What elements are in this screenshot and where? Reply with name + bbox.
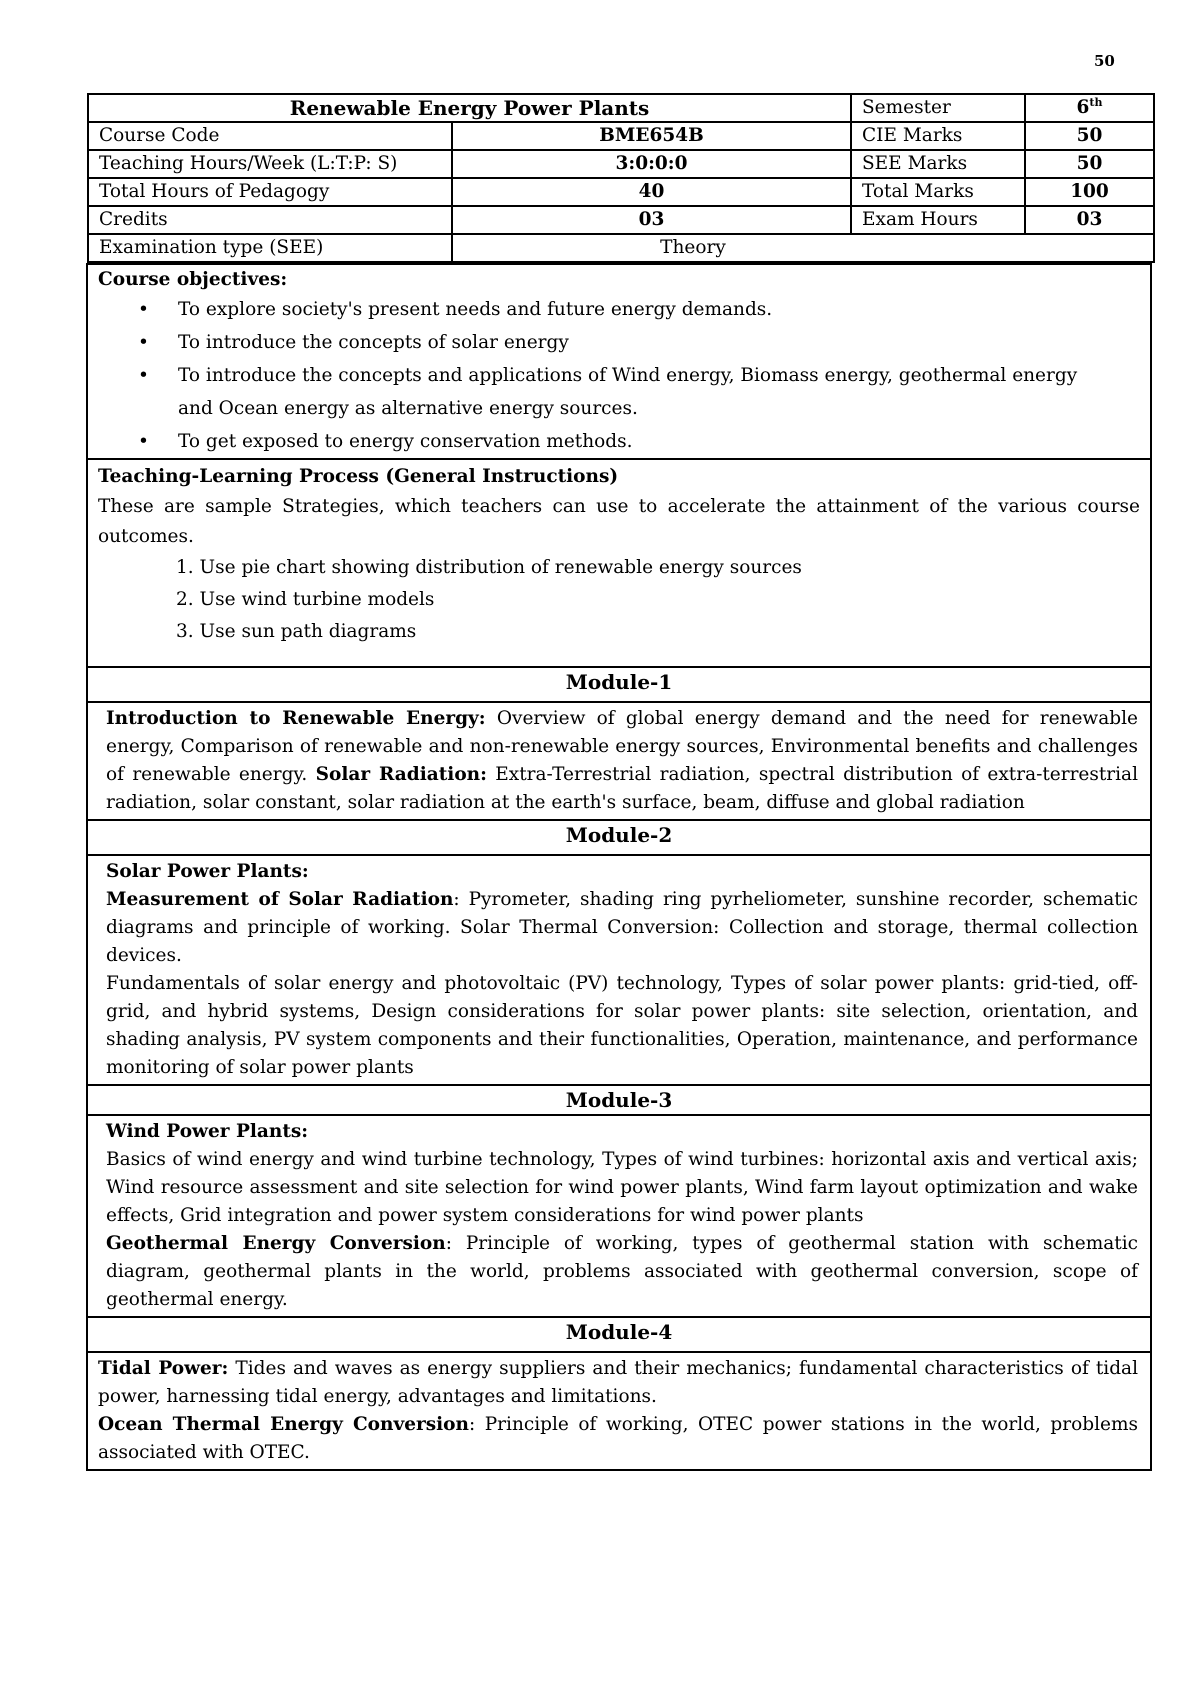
list-item: 1. Use pie chart showing distribution of renewable energy sources [176,557,802,578]
list-item: • To explore society's present needs and future energy demands. [178,293,1140,326]
module-4-title: Module-4 [87,1317,1151,1352]
teaching-intro: These are sample Strategies, which teachers can use to accelerate the attainment of the various course outcomes. [98,496,1140,547]
info-row: Credits 03 Exam Hours 03 [88,206,1154,234]
module-1-body: Introduction to Renewable Energy: Overview of global energy demand and the need for renewable energy, Comparison of renewable and non-renewable energy sources, Environmental benefits and challenges of renewable energy. Solar Radiation: Extra-Terrestrial radiation, spectral distribution of extra-terrestrial radiation, solar constant, solar radiation at the earth's surface, beam, diffuse and global radiation [87,702,1151,820]
teaching-learning-process [87,459,1151,667]
exam-type-row: Examination type (SEE) Theory [88,234,1154,262]
module-1-title: Module-1 [87,667,1151,702]
module-3-title: Module-3 [87,1085,1151,1115]
course-code: BME654B [452,122,851,150]
module-2-body: Solar Power Plants: Measurement of Solar Radiation: Pyrometer, shading ring pyrheliometer, sunshine recorder, schematic diagrams and principle of working. Solar Thermal Conversion: Collection and storage, thermal collection devices. Fundamentals of solar energy and photovoltaic (PV) technology, Types of solar power plants: grid-tied, off-grid, and hybrid systems, Design considerations for solar power plants: site selection, orientation, and shading analysis, PV system components and their functionalities, Operation, maintenance, and performance monitoring of solar power plants [87,855,1151,1085]
semester-label: Semester [851,94,1025,122]
page-number: 50 [1094,52,1115,70]
list-item: 2. Use wind turbine models [176,589,435,610]
info-row: Course Code BME654B CIE Marks 50 [88,122,1154,150]
syllabus-table [86,93,1152,1471]
list-item: • To introduce the concepts and applications of Wind energy, Biomass energy, geothermal energy and Ocean energy as alternative energy sources. [178,359,1140,425]
info-row: Total Hours of Pedagogy 40 Total Marks 100 [88,178,1154,206]
list-item: • To introduce the concepts of solar energy [178,326,1140,359]
list-item: 3. Use sun path diagrams [176,621,417,642]
course-objectives [87,264,1151,459]
module-4-body: Tidal Power: Tides and waves as energy suppliers and their mechanics; fundamental characteristics of tidal power, harnessing tidal energy, advantages and limitations. Ocean Thermal Energy Conversion: Principle of working, OTEC power stations in the world, problems associated with OTEC. [87,1352,1151,1470]
list-item: • To get exposed to energy conservation methods. [178,425,1140,458]
teaching-heading: Teaching-Learning Process (General Instructions) [98,466,619,487]
course-info-table [87,93,1155,263]
course-title: Renewable Energy Power Plants [88,94,851,122]
semester-value: 6th [1025,94,1154,122]
info-row: Teaching Hours/Week (L:T:P: S) 3:0:0:0 SEE Marks 50 [88,150,1154,178]
objectives-heading: Course objectives: [98,269,288,290]
module-3-body: Wind Power Plants: Basics of wind energy and wind turbine technology, Types of wind turbines: horizontal axis and vertical axis; Wind resource assessment and site selection for wind power plants, Wind farm layout optimization and wake effects, Grid integration and power system considerations for wind power plants Geothermal Energy Conversion: Principle of working, types of geothermal station with schematic diagram, geothermal plants in the world, problems associated with geothermal conversion, scope of geothermal energy. [87,1115,1151,1317]
module-2-title: Module-2 [87,820,1151,855]
